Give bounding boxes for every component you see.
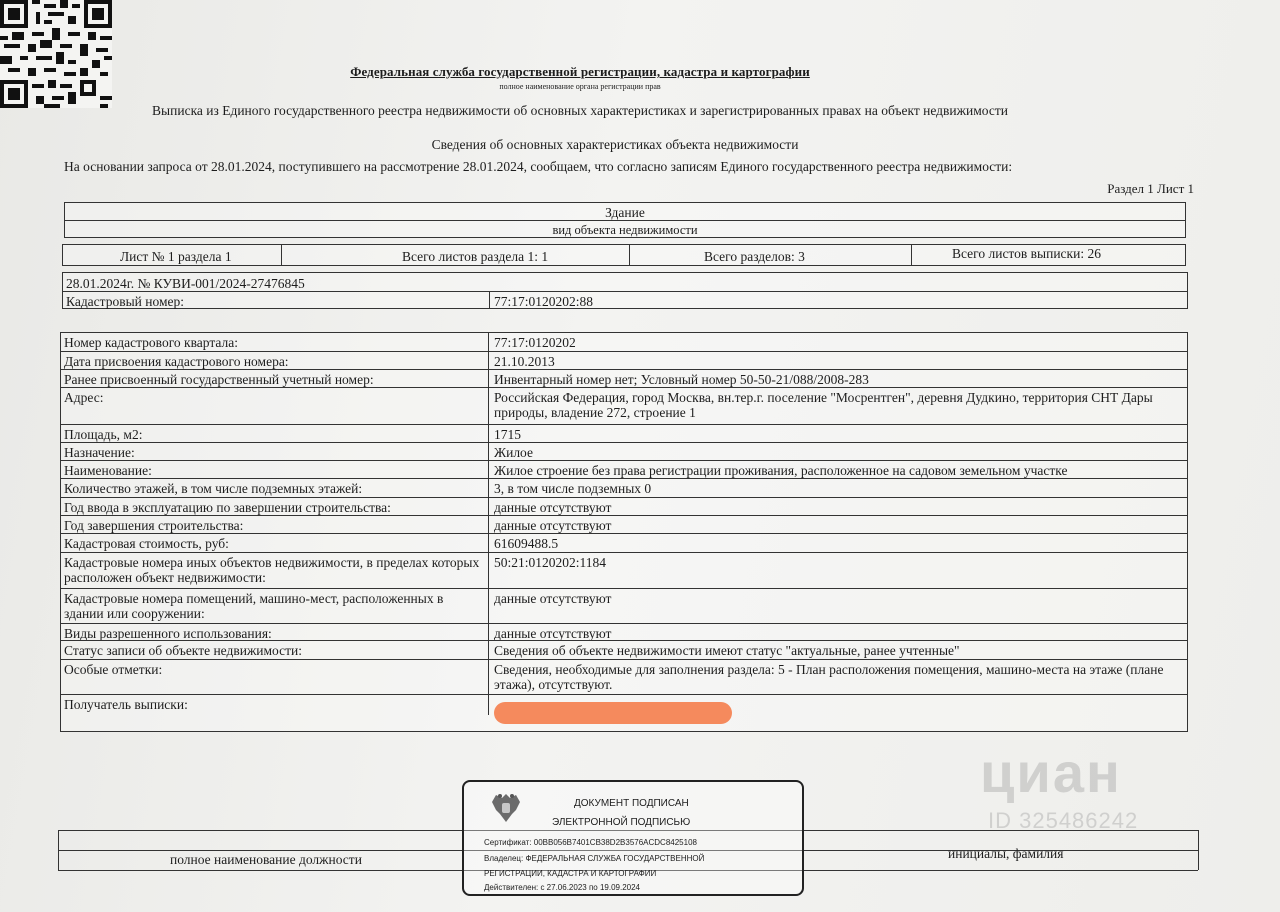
row-value: данные отсутствуют [494, 591, 612, 606]
section-title: Сведения об основных характеристиках объекта недвижимости [431, 137, 799, 152]
row-value: данные отсутствуют [494, 626, 612, 641]
column-divider [488, 460, 489, 478]
row-divider [60, 623, 1188, 624]
row-label: Кадастровые номера иных объектов недвижимости, в пределах которых расположен объект недвижимости: [64, 555, 480, 585]
total-sections: Всего разделов: 3 [704, 249, 805, 264]
position-caption: полное наименование должности [170, 852, 362, 867]
object-type-caption: вид объекта недвижимости [552, 223, 698, 237]
electronic-signature-stamp [462, 780, 804, 896]
row-label: Количество этажей, в том числе подземных этажей: [64, 481, 363, 496]
row-label: Площадь, м2: [64, 427, 143, 442]
row-label: Кадастровые номера помещений, машино-мест, расположенных в здании или сооружении: [64, 591, 444, 621]
column-divider [488, 515, 489, 533]
stamp-line-1: ДОКУМЕНТ ПОДПИСАН [574, 798, 689, 809]
row-label: Статус записи об объекте недвижимости: [64, 643, 303, 658]
stamp-certificate: Сертификат: 00BB056B7401CB38D2B3576ACDC8425108 [484, 838, 697, 847]
row-divider [60, 588, 1188, 589]
row-value: 77:17:0120202 [494, 335, 576, 350]
stamp-validity: Действителен: с 27.06.2023 по 19.09.2024 [484, 883, 640, 892]
row-divider [60, 478, 1188, 479]
row-label: Ранее присвоенный государственный учетный номер: [64, 372, 374, 387]
column-divider [488, 533, 489, 552]
org-subtitle: полное наименование органа регистрации прав [499, 82, 661, 91]
section-sheet-label: Раздел 1 Лист 1 [1107, 181, 1194, 196]
column-divider [488, 387, 489, 424]
column-divider [488, 552, 489, 588]
row-value: Жилое [494, 445, 533, 460]
column-divider [488, 694, 489, 715]
coat-of-arms-icon [486, 788, 526, 828]
column-divider [488, 659, 489, 694]
row-divider [60, 387, 1188, 388]
column-divider [488, 623, 489, 640]
row-divider [60, 369, 1188, 370]
column-divider [488, 351, 489, 369]
column-divider [488, 332, 489, 351]
row-value: 61609488.5 [494, 536, 559, 551]
row-value: 3, в том числе подземных 0 [494, 481, 652, 496]
row-label: Адрес: [64, 390, 104, 405]
initials-caption: инициалы, фамилия [948, 846, 1064, 861]
object-type: Здание [605, 205, 645, 220]
watermark-brand: циан [980, 741, 1122, 804]
extract-number: 28.01.2024г. № КУВИ-001/2024-27476845 [66, 276, 305, 291]
row-divider [60, 460, 1188, 461]
row-divider [60, 533, 1188, 534]
row-label: Наименование: [64, 463, 152, 478]
request-basis-text: На основании запроса от 28.01.2024, поступившего на рассмотрение 28.01.2024, сообщаем, что согласно записям Единого государственного реестра недвижимости: [64, 159, 1013, 174]
row-divider [60, 515, 1188, 516]
row-divider [60, 351, 1188, 352]
row-divider [60, 424, 1188, 425]
row-value: Российская Федерация, город Москва, вн.тер.г. поселение "Мосрентген", деревня Дудкино, территория СНТ Дары природы, владение 272, строение 1 [494, 390, 1153, 420]
column-divider [488, 478, 489, 497]
column-divider [488, 640, 489, 659]
row-divider [60, 640, 1188, 641]
row-divider [60, 497, 1188, 498]
row-value: Инвентарный номер нет; Условный номер 50-50-21/088/2008-283 [494, 372, 869, 387]
row-label: Кадастровая стоимость, руб: [64, 536, 229, 551]
column-divider [488, 442, 489, 460]
row-label: Год ввода в эксплуатацию по завершении строительства: [64, 500, 391, 515]
row-value: данные отсутствуют [494, 500, 612, 515]
row-divider [60, 694, 1188, 695]
column-divider [488, 497, 489, 515]
signature-border-left [58, 830, 59, 870]
document-title: Выписка из Единого государственного реестра недвижимости об основных характеристиках и зарегистрированных правах на объект недвижимости [152, 103, 1008, 118]
stamp-line-2: ЭЛЕКТРОННОЙ ПОДПИСЬЮ [552, 817, 691, 828]
row-label: Номер кадастрового квартала: [64, 335, 238, 350]
column-divider [488, 588, 489, 623]
row-label: Виды разрешенного использования: [64, 626, 272, 641]
signature-border-right [1198, 830, 1199, 870]
qr-code-icon [0, 0, 112, 108]
row-value: Сведения об объекте недвижимости имеют статус "актуальные, ранее учтенные" [494, 643, 960, 658]
row-value: 21.10.2013 [494, 354, 555, 369]
redaction-mark [494, 702, 732, 724]
row-label: Особые отметки: [64, 662, 163, 677]
cadastral-number-value: 77:17:0120202:88 [494, 294, 594, 309]
stamp-owner-2: РЕГИСТРАЦИИ, КАДАСТРА И КАРТОГРАФИИ [484, 869, 657, 878]
sheet-number: Лист № 1 раздела 1 [120, 249, 232, 264]
total-section-sheets: Всего листов раздела 1: 1 [402, 249, 549, 264]
stamp-owner-1: Владелец: ФЕДЕРАЛЬНАЯ СЛУЖБА ГОСУДАРСТВЕННОЙ [484, 854, 705, 863]
row-value: Жилое строение без права регистрации проживания, расположенное на садовом земельном участке [494, 463, 1068, 478]
row-divider [60, 659, 1188, 660]
row-label: Получатель выписки: [64, 697, 188, 712]
org-title: Федеральная служба государственной регистрации, кадастра и картографии [350, 64, 810, 79]
row-label: Год завершения строительства: [64, 518, 244, 533]
row-value: Сведения, необходимые для заполнения раздела: 5 - План расположения помещения, машино-места на этаже (плане этажа), отсутствуют. [494, 662, 1164, 692]
row-divider [60, 552, 1188, 553]
row-value: данные отсутствуют [494, 518, 612, 533]
row-value: 50:21:0120202:1184 [494, 555, 607, 570]
row-label: Дата присвоения кадастрового номера: [64, 354, 289, 369]
column-divider [488, 424, 489, 442]
column-divider [488, 369, 489, 387]
watermark-id: ID 325486242 [988, 808, 1139, 833]
cadastral-number-label: Кадастровый номер: [66, 294, 185, 309]
row-label: Назначение: [64, 445, 135, 460]
row-divider [60, 442, 1188, 443]
row-value: 1715 [494, 427, 521, 442]
total-extract-sheets: Всего листов выписки: 26 [952, 246, 1101, 261]
